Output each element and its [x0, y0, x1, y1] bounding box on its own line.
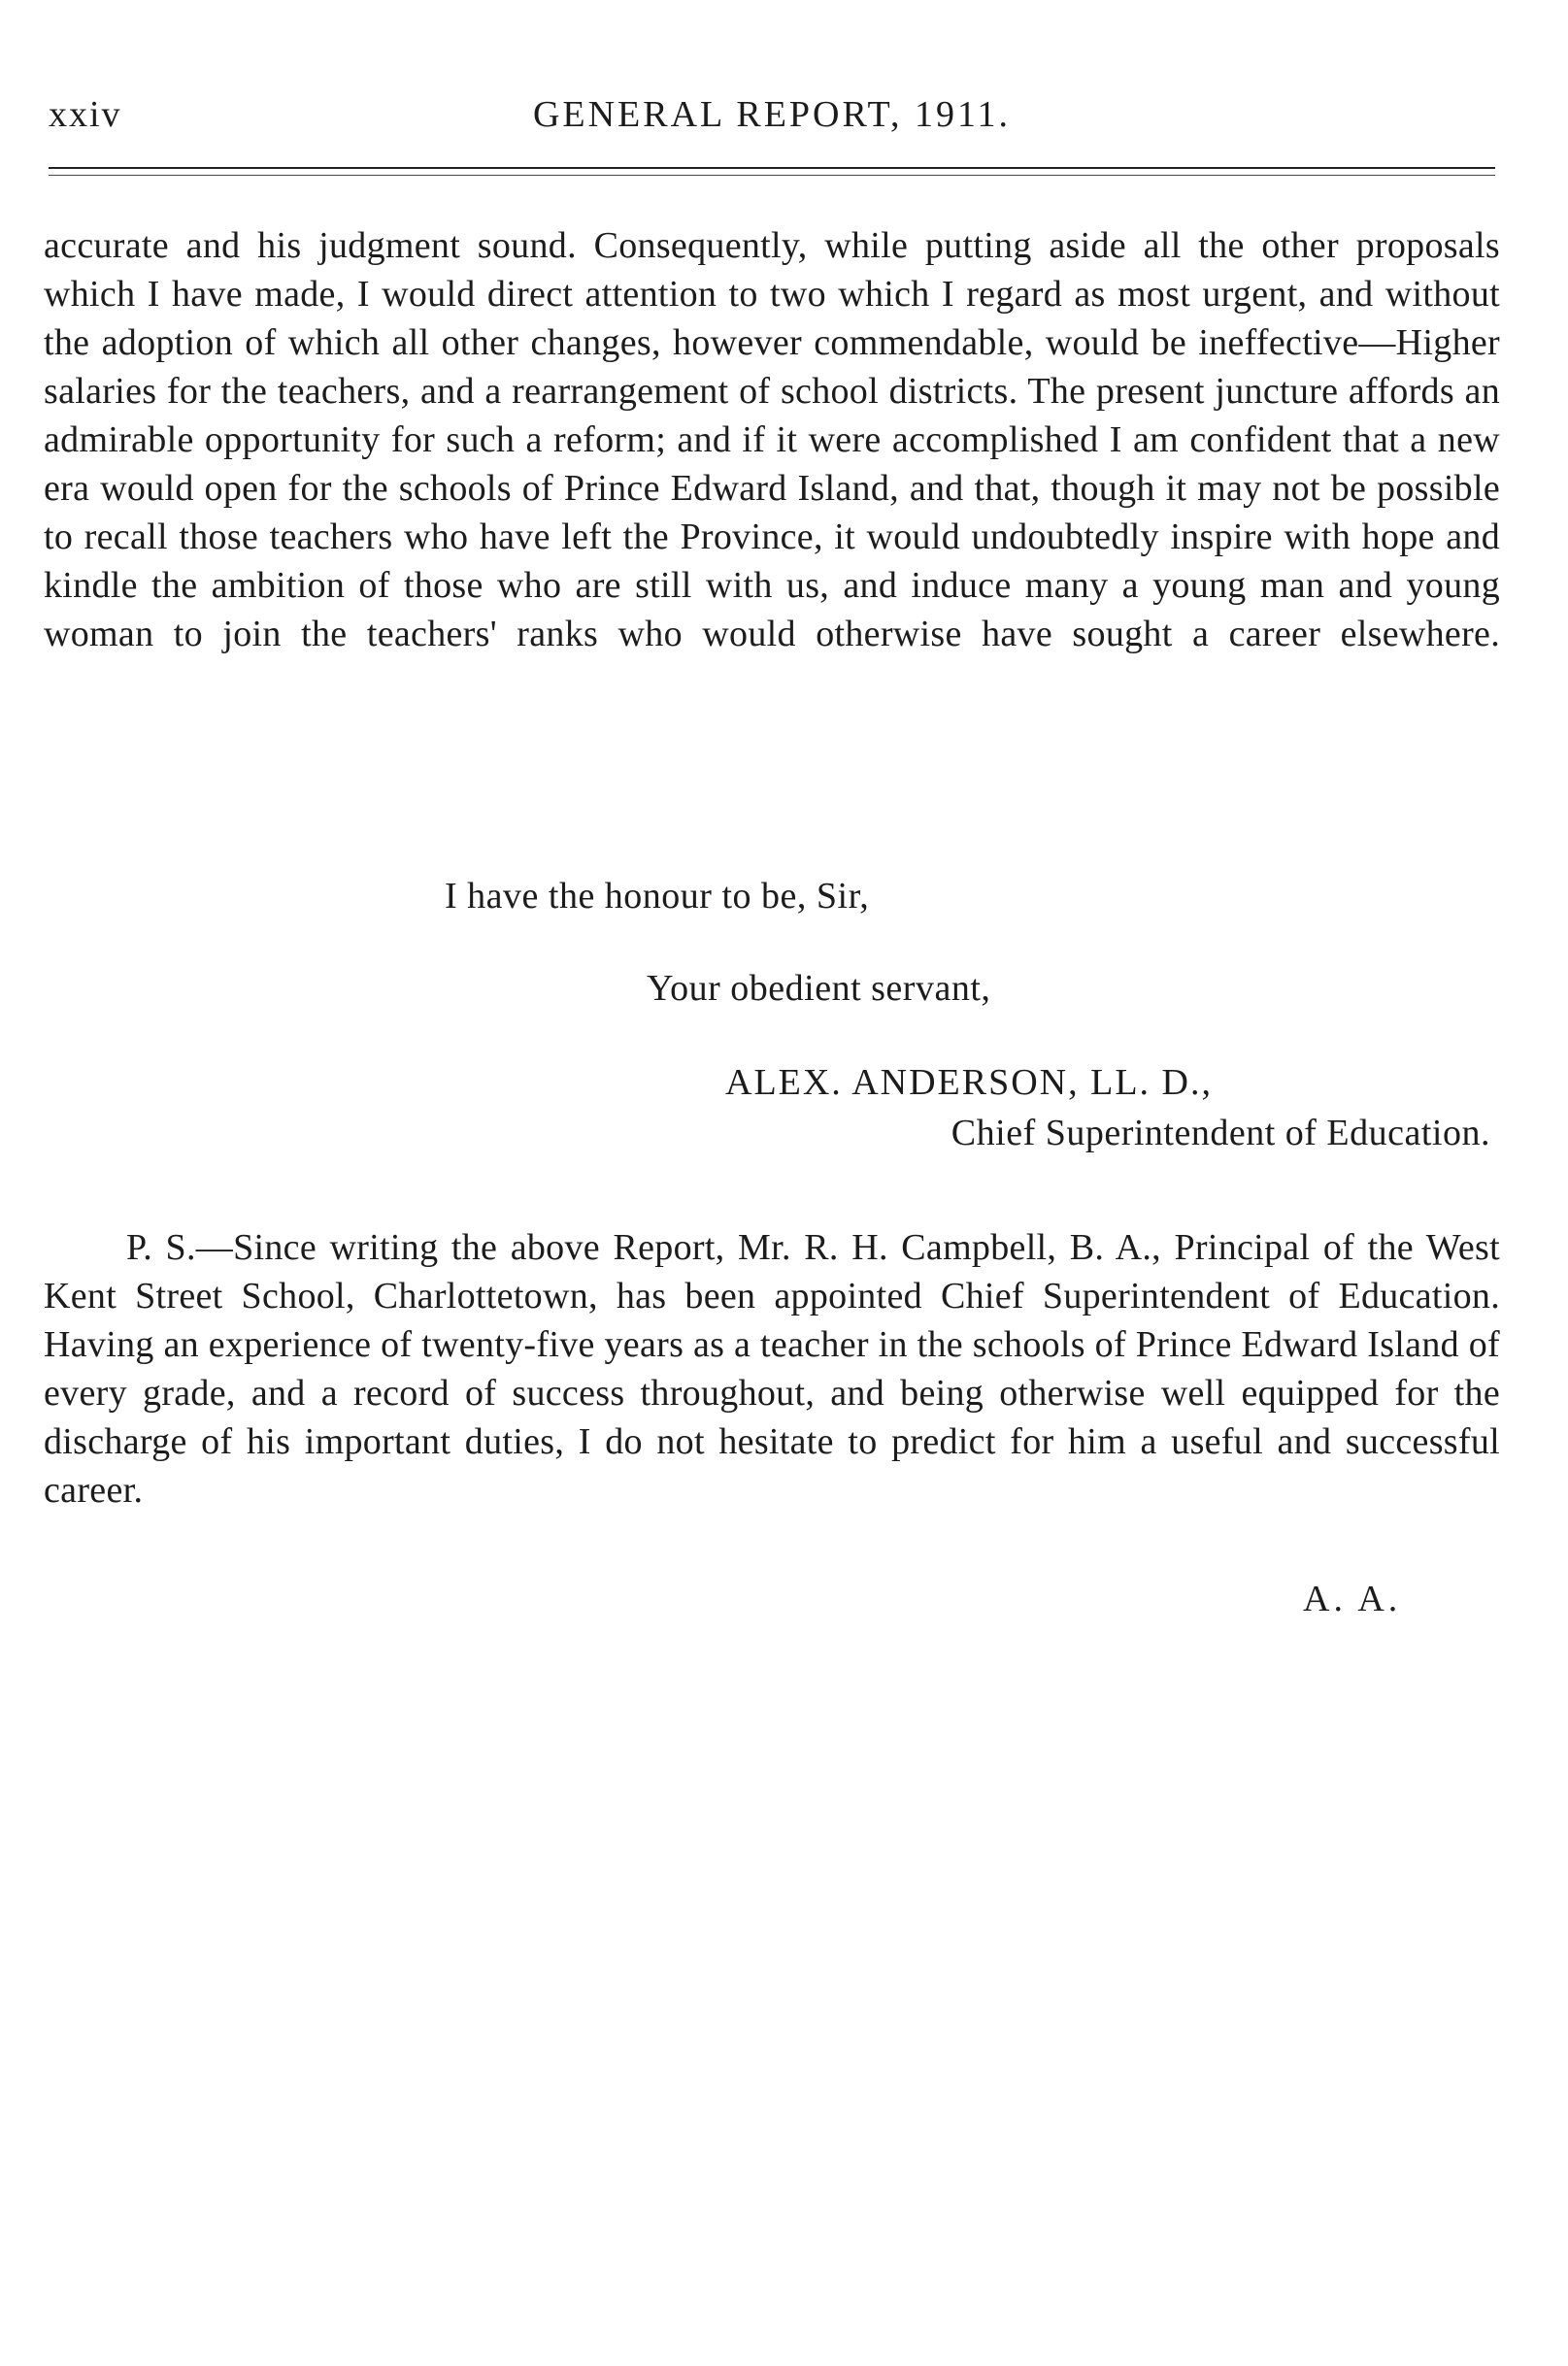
closing-honour-line: I have the honour to be, Sir,	[445, 876, 870, 916]
signature-name: ALEX. ANDERSON, LL. D.,	[725, 1062, 1213, 1103]
postscript-paragraph: P. S.—Since writing the above Report, Mr. R. H. Campbell, B. A., Principal of the West Kent Street School, Charlottetown, has been appointed Chief Superintendent of Education. Having an experience of twenty-five years as a teacher in the schools of Prince Edward Island of every grade, and a record of success throughout, and being otherwise well equipped for the discharge of his important duties, I do not hesitate to predict for him a useful and successful career.	[44, 1227, 1500, 1511]
page-header	[49, 93, 1495, 142]
signature-title: Chief Superintendent of Education.	[951, 1113, 1490, 1153]
running-title: GENERAL REPORT, 1911.	[532, 94, 1012, 135]
header-rule	[49, 167, 1495, 169]
body-paragraph: accurate and his judgment sound. Consequently, while putting aside all the other proposals which I have made, I would direct attention to two which I regard as most urgent, and without the adoption of which all other changes, however commendable, would be ineffective—Higher salaries for the teachers, and a rearrangement of school districts. The present juncture affords an admirable opportunity for such a reform; and if it were accomplished I am confident that a new era would open for the schools of Prince Edward Island, and that, though it may not be possible to recall those teachers who have left the Province, it would undoubtedly inspire with hope and kindle the ambition of those who are still with us, and induce many a young man and young woman to join the teachers' ranks who would otherwise have sought a career elsewhere.	[44, 225, 1500, 654]
page-number: xxiv	[49, 94, 122, 135]
closing-servant-line: Your obedient servant,	[647, 968, 991, 1009]
header-rule-secondary	[49, 175, 1495, 176]
postscript-initials: A. A.	[1303, 1579, 1402, 1619]
